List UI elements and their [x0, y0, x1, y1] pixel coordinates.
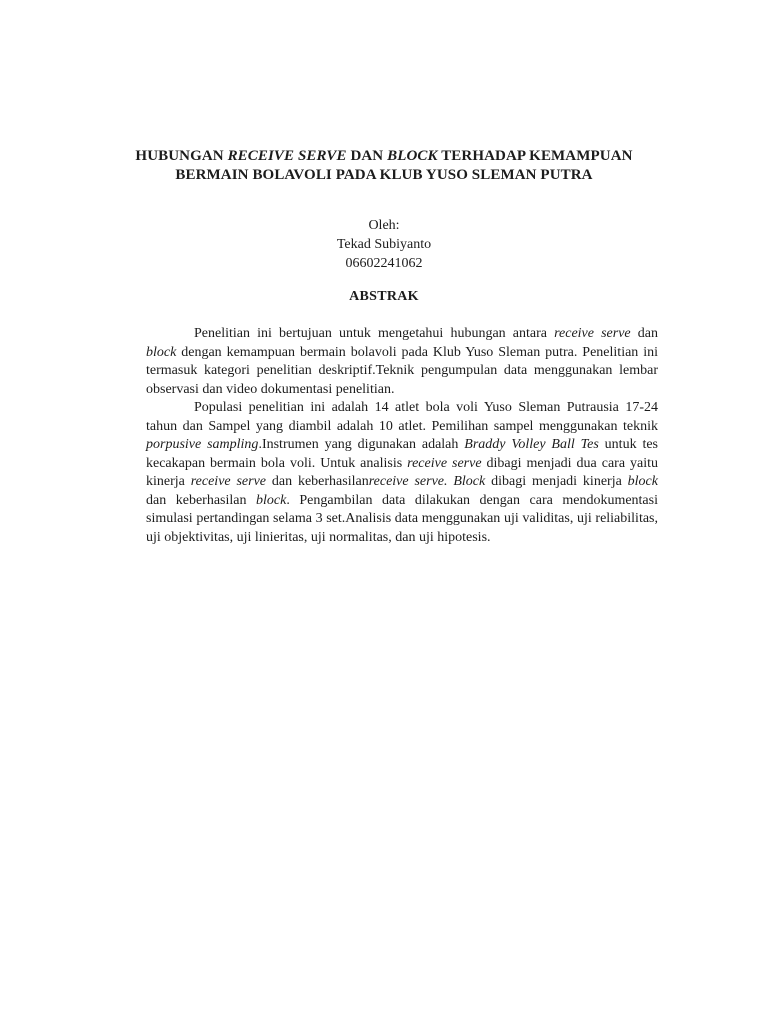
paper-title [120, 147, 648, 185]
abstract-body [146, 325, 658, 547]
italic-term: receive serve. Block [368, 474, 486, 489]
italic-term: receive serve [554, 326, 631, 341]
title-line-2: BERMAIN BOLAVOLI PADA KLUB YUSO SLEMAN PUTRA [175, 167, 593, 183]
abstract-paragraph-2: Populasi penelitian ini adalah 14 atlet bola voli Yuso Sleman Putrausia 17-24 tahun dan Sampel yang diambil adalah 10 atlet. Pemilihan sampel menggunakan teknik porpusive sampling.Instrumen yang digunakan adalah Braddy Volley Ball Tes untuk tes kecakapan bermain bola voli. Untuk analisis receive serve dibagi menjadi dua cara yaitu kinerja receive serve dan keberhasilanreceive serve. Block dibagi menjadi kinerja block dan keberhasilan block. Pengambilan data dilakukan dengan cara mendokumentasi simulasi pertandingan selama 3 set.Analisis data menggunakan uji validitas, uji reliabilitas, uji objektivitas, uji linieritas, uji normalitas, dan uji hipotesis. [146, 400, 659, 545]
title-line-1: HUBUNGAN RECEIVE SERVE DAN BLOCK TERHADAP KEMAMPUAN [135, 148, 633, 164]
author-block [0, 216, 768, 273]
italic-term: block [256, 492, 287, 508]
italic-term: block [627, 474, 658, 489]
abstract-paragraph-1: Penelitian ini bertujuan untuk mengetahui hubungan antara receive serve dan block dengan kemampuan bermain bolavoli pada Klub Yuso Sleman putra. Penelitian ini termasuk kategori penelitian deskriptif.Teknik pengumpulan data menggunakan lembar observasi dan video dokumentasi penelitian. [146, 326, 658, 397]
italic-term: Braddy Volley Ball Tes [464, 437, 599, 452]
abstract-heading: ABSTRAK [349, 289, 419, 304]
italic-term: RECEIVE SERVE [227, 148, 347, 164]
by-label: Oleh: [368, 218, 400, 233]
italic-term: BLOCK [387, 148, 438, 164]
italic-term: block [146, 344, 177, 360]
italic-term: porpusive sampling [146, 437, 259, 452]
author-name: Tekad Subiyanto [336, 237, 432, 252]
italic-term: receive serve [190, 474, 267, 489]
student-id: 06602241062 [345, 256, 423, 271]
italic-term: receive serve [407, 455, 482, 471]
